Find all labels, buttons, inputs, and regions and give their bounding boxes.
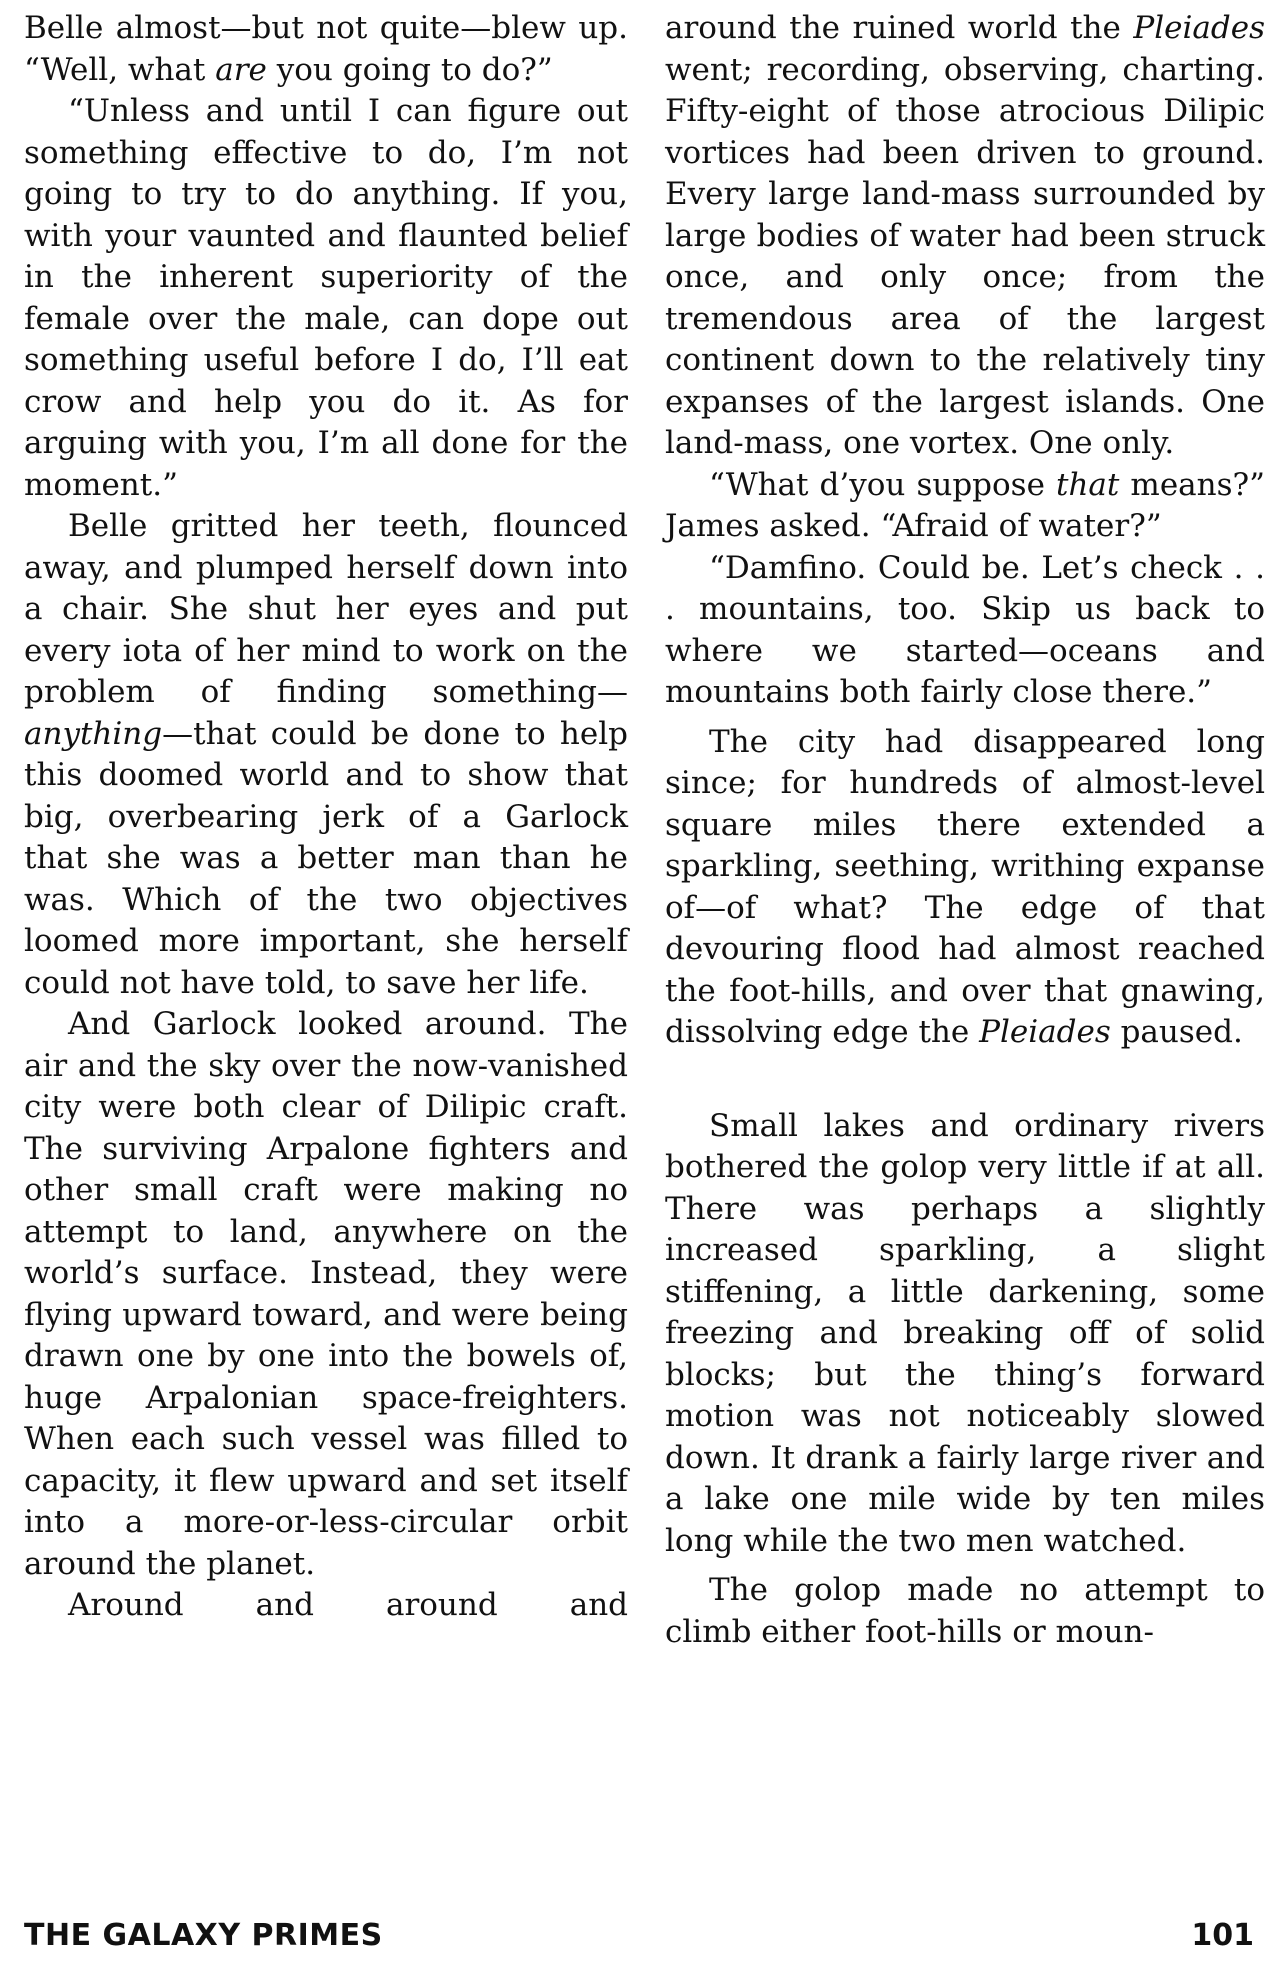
paragraph: “Damfino. Could be. Let’s check . . . mountains, too. Skip us back to where we started—oceans and mountains both fairly close there.”: [665, 549, 1265, 710]
emphasis: are: [215, 51, 267, 88]
running-title: THE GALAXY PRIMES: [24, 1918, 383, 1953]
paragraph: “Unless and until I can figure out something effective to do, I’m not going to try to do anything. If you, with your vaunted and flaunted belief in the inherent superiority of the female over the male, can dope out something useful before I do, I’ll eat crow and help you do it. As for arguing with you, I’m all done for the moment.”: [24, 93, 628, 503]
paragraph: Belle gritted her teeth, flounced away, and plumped herself down into a chair. She shut her eyes and put every iota of her mind to work on the problem of finding something—anything—that could be done to help this doomed world and to show that big, overbearing jerk of a Garlock that she was a better man than he was. Which of the two objectives loomed more important, she herself could not have told, to save her life.: [24, 508, 628, 1001]
right-column: [665, 8, 1265, 1653]
paragraph: Belle almost—but not quite—blew up. “Well, what are you going to do?”: [24, 10, 628, 88]
paragraph: Around and around and: [68, 1587, 628, 1623]
paragraph: And Garlock looked around. The air and the sky over the now-vanished city were both clear of Dilipic craft. The surviving Arpalone fighters and other small craft were making no attempt to land, anywhere on the world’s surface. Instead, they were flying upward toward, and were being drawn one by one into the bowels of, huge Arpalonian space-freighters. When each such vessel was filled to capacity, it flew upward and set itself into a more-or-less-circular orbit around the planet.: [24, 1006, 628, 1582]
page-number: 101: [1191, 1918, 1254, 1953]
left-column: [24, 8, 628, 1627]
page-footer: [24, 1918, 1262, 1958]
paragraph: “What d’you suppose that means?” James asked. “Afraid of water?”: [665, 466, 1265, 544]
emphasis: Pleiades: [1133, 10, 1265, 46]
paragraph: Small lakes and ordinary rivers bothered the golop very little if at all. There was perhaps a slightly increased sparkling, a slight stiffening, a little darkening, some freezing and breaking off of solid blocks; but the thing’s forward motion was not noticeably slowed down. It drank a fairly large river and a lake one mile wide by ten miles long while the two men watched.: [665, 1107, 1265, 1559]
emphasis: that: [1055, 466, 1120, 503]
emphasis: Pleiades: [979, 1014, 1111, 1050]
paragraph: around the ruined world the Pleiades went; recording, observing, charting. Fifty-eight of those atrocious Dilipic vortices had been driven to ground. Every large land-mass surrounded by large bodies of water had been struck once, and only once; from the tremendous area of the largest continent down to the relatively tiny expanses of the largest islands. One land-mass, one vortex. One only.: [665, 10, 1265, 461]
paragraph: The golop made no attempt to climb either foot-hills or moun-: [665, 1572, 1265, 1650]
paragraph: The city had disappeared long since; for hundreds of almost-level square miles there extended a sparkling, seething, writhing expanse of—of what? The edge of that devouring flood had almost reached the foot-hills, and over that gnawing, dissolving edge the Pleiades paused.: [665, 723, 1265, 1050]
emphasis: anything: [24, 715, 163, 752]
